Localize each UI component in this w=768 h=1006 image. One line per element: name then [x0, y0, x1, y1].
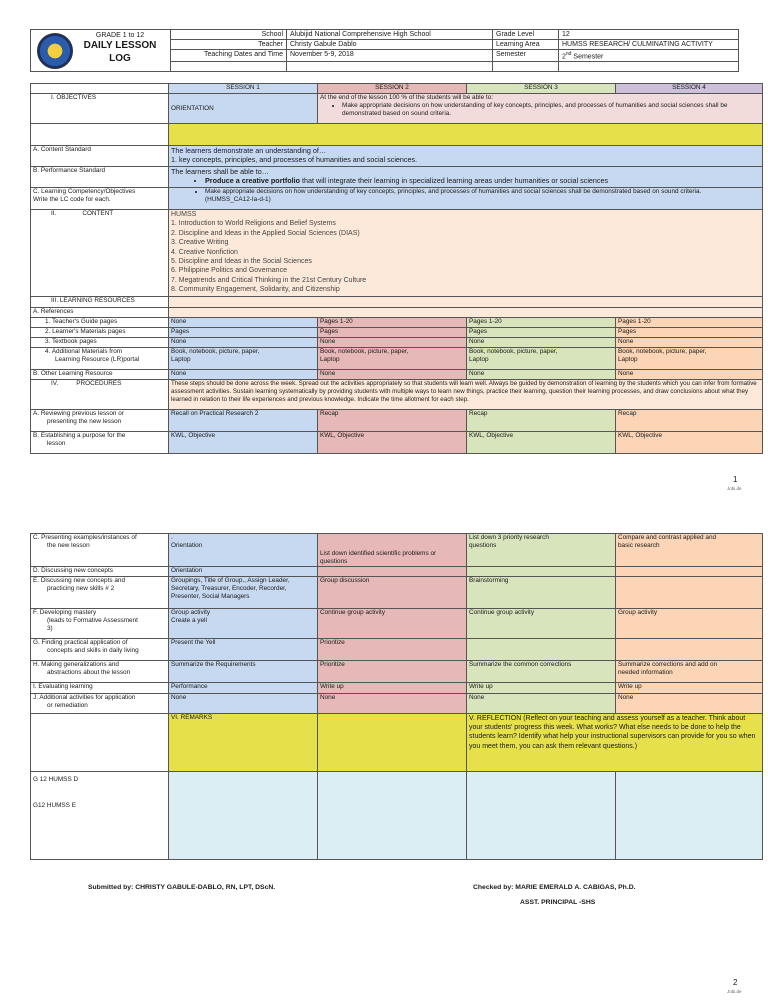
textbook-s4: None — [616, 338, 763, 348]
rowC-label1: C. Presenting examples/instances of — [33, 534, 137, 541]
rowJ-s4: None — [616, 694, 763, 714]
references-label: A. References — [31, 308, 169, 318]
rowC-s2a: List down identified scientific problems or — [320, 550, 437, 557]
additional-s4 — [616, 348, 763, 370]
rowB-s4: KWL, Objective — [616, 432, 763, 454]
content-item: 4. Creative Nonfiction — [171, 248, 238, 256]
rowG-s1: Present the Yell — [169, 639, 318, 661]
procedures-label-text: PROCEDURES — [76, 380, 122, 387]
rowF-label — [31, 609, 169, 639]
rowC-s1 — [169, 534, 318, 567]
content-label-text: CONTENT — [82, 210, 114, 217]
textbook-label: 3. Textbook pages — [31, 338, 169, 348]
teacher-value: Christy Gabule Dablo — [287, 40, 493, 50]
blank — [169, 308, 763, 318]
rowH-s1: Summarize the Requirements — [169, 661, 318, 683]
lesson-table-page2 — [30, 533, 763, 860]
learners-materials-s3: Pages — [467, 328, 616, 338]
rowE-s4 — [616, 577, 763, 609]
rowJ-s2: None — [318, 694, 467, 714]
reflection-cell-3 — [467, 772, 616, 860]
sections-list — [31, 772, 169, 860]
rowE-label1: E. Discussing new concepts and — [33, 577, 126, 584]
checker-position: ASST. PRINCIPAL -SHS — [520, 899, 596, 906]
rowF-s4: Group activity — [616, 609, 763, 639]
header-logo-cell — [31, 30, 171, 72]
content-item: 6. Philippine Politics and Governance — [171, 267, 287, 275]
content-item: HUMSS — [171, 211, 197, 218]
content-list — [169, 210, 763, 297]
session-1-header: SESSION 1 — [169, 84, 318, 94]
content-item: 7. Megatrends and Critical Thinking in the 21st Century Culture — [171, 276, 367, 284]
other-s4: None — [616, 370, 763, 380]
rowJ-s1: None — [169, 694, 318, 714]
session-4-header: SESSION 4 — [616, 84, 763, 94]
textbook-s3: None — [467, 338, 616, 348]
rowB-s1: KWL, Objective — [169, 432, 318, 454]
rowD-s3 — [467, 567, 616, 577]
semester-rest: Semester — [571, 53, 604, 61]
rowJ-s3: None — [467, 694, 616, 714]
learning-area-value: HUMSS RESEARCH/ CULMINATING ACTIVITY — [559, 40, 739, 50]
rowJ-label — [31, 694, 169, 714]
rowA-s4: Recap — [616, 410, 763, 432]
grade-level-label: Grade Level — [493, 30, 559, 40]
dates-label: Teaching Dates and Time — [171, 50, 287, 62]
performance-standard-label: B. Performance Standard — [31, 167, 169, 188]
rowC-s3 — [467, 534, 616, 567]
learners-materials-s2: Pages — [318, 328, 467, 338]
header-block — [30, 29, 738, 71]
rowH-s4a: Summarize corrections and add on — [618, 661, 718, 668]
blank — [31, 714, 169, 772]
session-3-header: SESSION 3 — [467, 84, 616, 94]
rowI-s1: Performance — [169, 683, 318, 694]
additional-label1: 4. Additional Materials from — [45, 348, 123, 355]
competency-bullet: • Make appropriate decisions on how understanding of key concepts, principles, and processes of humanities and social sciences shall be demonstrated based on sound criteria. — [205, 188, 760, 196]
rowE-label — [31, 577, 169, 609]
procedures-label — [31, 380, 169, 410]
rowG-label2: concepts and skills in daily living — [47, 647, 139, 654]
rowD-s4 — [616, 567, 763, 577]
rowB-label1: B. Establishing a purpose for the — [33, 432, 126, 439]
rowC-label — [31, 534, 169, 567]
rowC-label2: the new lesson — [47, 542, 90, 549]
dates-value: November 5-9, 2018 — [287, 50, 493, 62]
rowB-s3: KWL, Objective — [467, 432, 616, 454]
additional-s3 — [467, 348, 616, 370]
blank — [171, 62, 287, 72]
section-d: G 12 HUMSS D — [33, 776, 79, 783]
page1-table-wrap — [30, 83, 762, 454]
rowH-s4 — [616, 661, 763, 683]
page-number-2: 2 — [733, 978, 738, 987]
objectives-orientation: ORIENTATION — [169, 94, 318, 124]
reflection-text: V. REFLECTION (Reflect on your teaching and assess yourself as a teacher. Think about your students' progress this week. What works? What else needs to be done to help the students learn? Identify what help your instructional supervisors can provide for you so when you meet them, you can ask them relevant questions.) — [467, 714, 763, 772]
procedures-num: IV. — [51, 380, 59, 387]
content-standard-line1: The learners demonstrate an understanding of… — [171, 146, 327, 155]
content-standard-text — [169, 146, 763, 167]
objectives-bullet: • Make appropriate decisions on how understanding of key concepts, principles, and processes of humanities and social sciences shall be demonstrated based on sound criteria. — [342, 102, 760, 118]
deped-seal-icon — [37, 33, 73, 69]
rowJ-label2: or remediation — [47, 702, 88, 709]
rowG-s3 — [467, 639, 616, 661]
textbook-s2: None — [318, 338, 467, 348]
page-number-1: 1 — [733, 475, 738, 484]
rowC-s1b: Orientation — [171, 542, 203, 549]
objectives-text — [318, 94, 763, 124]
teachers-guide-s4: Pages 1-20 — [616, 318, 763, 328]
rowH-label1: H. Making generalizations and — [33, 661, 119, 668]
rowF-s1a: Group activity — [171, 609, 211, 616]
blank — [559, 62, 739, 72]
additional-s2 — [318, 348, 467, 370]
rowD-s2 — [318, 567, 467, 577]
content-item: 8. Community Engagement, Solidarity, and Citizenship — [171, 286, 340, 294]
header-table — [30, 29, 739, 72]
blank — [287, 62, 493, 72]
rowG-s2: Prioritize — [318, 639, 467, 661]
competency-text — [169, 188, 763, 210]
other-s3: None — [467, 370, 616, 380]
rowH-label — [31, 661, 169, 683]
other-resource-label: B. Other Learning Resource — [31, 370, 169, 380]
performance-standard-bullet — [205, 176, 760, 185]
rowE-s1-line: Groupings, Title of Group., Assign Leader, — [171, 577, 290, 584]
teachers-guide-s3: Pages 1-20 — [467, 318, 616, 328]
rowA-label2: presenting the new lesson — [47, 418, 122, 425]
performance-standard-line1: The learners shall be able to… — [171, 167, 269, 176]
page-note-1: Jobi.de — [727, 486, 742, 491]
rowF-label1: F. Developing mastery — [33, 609, 97, 616]
rowE-s2: Group discussion — [318, 577, 467, 609]
rowG-label1: G. Finding practical application of — [33, 639, 128, 646]
rowC-s3a: List down 3 priority research — [469, 534, 549, 541]
rowA-s1: Recall on Practical Research 2 — [169, 410, 318, 432]
rowG-s4 — [616, 639, 763, 661]
section-e: G12 HUMSS E — [33, 802, 76, 809]
grade-level-value: 12 — [559, 30, 739, 40]
teachers-guide-s1: None — [169, 318, 318, 328]
session-2-header: SESSION 2 — [318, 84, 467, 94]
rowE-s1-line: Presenter, Social Managers — [171, 593, 250, 600]
performance-bold: Produce a creative portfolio — [205, 176, 301, 185]
objectives-intro: At the end of the lesson 100 % of the students will be able to: — [320, 94, 494, 101]
blank — [31, 124, 169, 146]
rowE-s1-line: Secretary, Treasurer, Encoder, Recorder, — [171, 585, 287, 592]
textbook-s1: None — [169, 338, 318, 348]
remarks-blank — [318, 714, 467, 772]
rowF-s1 — [169, 609, 318, 639]
content-item: 1. Introduction to World Religions and Belief Systems — [171, 220, 336, 228]
learners-materials-label: 2. Learner's Materials pages — [31, 328, 169, 338]
rowJ-label1: J. Additional activities for application — [33, 694, 136, 701]
semester-num: 2 — [562, 53, 566, 61]
rowE-s3: Brainstorming — [467, 577, 616, 609]
page2-table-wrap — [30, 533, 762, 860]
learners-materials-s1: Pages — [169, 328, 318, 338]
rowF-s3: Continue group activity — [467, 609, 616, 639]
rowH-s2: Prioritize — [318, 661, 467, 683]
reflection-cell-4 — [616, 772, 763, 860]
content-item: 5. Discipline and Ideas in the Social Sciences — [171, 258, 312, 266]
rowE-s1 — [169, 577, 318, 609]
rowC-s1a: . — [171, 534, 173, 541]
rowG-label — [31, 639, 169, 661]
other-s2: None — [318, 370, 467, 380]
content-standard-label: A. Content Standard — [31, 146, 169, 167]
rowF-label2: (leads to Formative Assessment — [47, 617, 138, 624]
rowH-s4b: needed information — [618, 669, 673, 676]
rowH-s3: Summarize the common corrections — [467, 661, 616, 683]
page-note-2: Jobi.de — [727, 989, 742, 994]
content-num: II. — [51, 210, 57, 217]
additional-s1 — [169, 348, 318, 370]
grade-range: GRADE 1 to 12 — [95, 32, 145, 39]
additional-materials-label — [31, 348, 169, 370]
competency-label2: Write the LC code for each. — [33, 196, 111, 203]
content-label — [31, 210, 169, 297]
rowC-s2 — [318, 534, 467, 567]
rowF-s1b: Create a yell — [171, 617, 207, 624]
remarks-heading: VI. REMARKS — [169, 714, 318, 772]
rowF-s2: Continue group activity — [318, 609, 467, 639]
rowC-s4a: Compare and contrast applied and — [618, 534, 717, 541]
resources-label: III. LEARNING RESOURCES — [31, 297, 169, 308]
performance-standard-text — [169, 167, 763, 188]
rowI-s3: Write up — [467, 683, 616, 694]
performance-rest: that will integrate their learning in specialized learning areas under humanities or social sciences — [300, 176, 609, 185]
additional-l1: Book, notebook, picture, paper, — [618, 348, 707, 355]
additional-label2: Learning Resource (LR)portal — [55, 356, 140, 363]
blank — [31, 84, 169, 94]
submitted-by: Submitted by: CHRISTY GABULE-DABLO, RN, LPT, DScN. — [88, 884, 276, 891]
teachers-guide-label: 1. Teacher's Guide pages — [31, 318, 169, 328]
additional-l1: Book, notebook, picture, paper, — [171, 348, 260, 355]
rowI-s4: Write up — [616, 683, 763, 694]
additional-l2: Laptop — [320, 356, 340, 363]
rowD-s1: Orientation — [169, 567, 318, 577]
rowC-s4b: basic research — [618, 542, 660, 549]
rowB-label — [31, 432, 169, 454]
rowA-label — [31, 410, 169, 432]
other-s1: None — [169, 370, 318, 380]
school-label: School — [171, 30, 287, 40]
additional-l2: Laptop — [618, 356, 638, 363]
competency-label1: C. Learning Competency/Objectives — [33, 188, 136, 195]
blank — [493, 62, 559, 72]
semester-value — [559, 50, 739, 62]
rowB-s2: KWL, Objective — [318, 432, 467, 454]
content-standard-line2: 1. key concepts, principles, and processes of humanities and social sciences. — [171, 155, 418, 164]
rowI-label: I. Evaluating learning — [31, 683, 169, 694]
additional-l1: Book, notebook, picture, paper, — [320, 348, 409, 355]
rowC-s2b: questions — [320, 558, 348, 565]
title-line2: LOG — [109, 53, 131, 64]
blank — [169, 297, 763, 308]
checked-by: Checked by: MARIE EMERALD A. CABIGAS, Ph.D. — [473, 884, 636, 891]
teachers-guide-s2: Pages 1-20 — [318, 318, 467, 328]
procedures-text: These steps should be done across the week. Spread out the activities appropriately so that students will learn well. Always be guided by demonstration of learning by the students which you can infer from formative assessment activities. Sustain learning systematically by providing students with multiple ways to learn new things, practice their learning, question their learning processes, and draw conclusions about what they learned in relation to their life experiences and previous knowledge. Indicate the time allotment for each step. — [169, 380, 763, 410]
rowE-label2: practicing new skills # 2 — [47, 585, 115, 592]
learning-area-label: Learning Area — [493, 40, 559, 50]
rowC-s3b: questions — [469, 542, 497, 549]
objectives-label: I. OBJECTIVES — [31, 94, 169, 124]
additional-l2: Laptop — [171, 356, 191, 363]
rowC-s4 — [616, 534, 763, 567]
additional-l1: Book, notebook, picture, paper, — [469, 348, 558, 355]
competency-code: (HUMSS_CA12-Ia-d-1) — [205, 196, 271, 203]
title-line1: DAILY LESSON — [83, 40, 157, 51]
lesson-table-page1 — [30, 83, 763, 454]
yellow-band — [169, 124, 763, 146]
school-value: Alubijid National Comprehensive High School — [287, 30, 493, 40]
competency-label — [31, 188, 169, 210]
semester-label: Semester — [493, 50, 559, 62]
rowB-label2: lesson — [47, 440, 66, 447]
additional-l2: Laptop — [469, 356, 489, 363]
reflection-cell-2 — [318, 772, 467, 860]
teacher-label: Teacher — [171, 40, 287, 50]
rowD-label: D. Discussing new concepts — [31, 567, 169, 577]
rowI-s2: Write up — [318, 683, 467, 694]
reflection-cell-1 — [169, 772, 318, 860]
rowA-label1: A. Reviewing previous lesson or — [33, 410, 124, 417]
rowH-label2: abstractions about the lesson — [47, 669, 131, 676]
rowF-label3: 3) — [47, 625, 53, 632]
semester-sup: nd — [565, 51, 572, 57]
content-item: 3. Creative Writing — [171, 239, 229, 247]
rowA-s2: Recap — [318, 410, 467, 432]
learners-materials-s4: Pages — [616, 328, 763, 338]
content-item: 2. Discipline and Ideas in the Applied Social Sciences (DIAS) — [171, 229, 360, 237]
rowA-s3: Recap — [467, 410, 616, 432]
